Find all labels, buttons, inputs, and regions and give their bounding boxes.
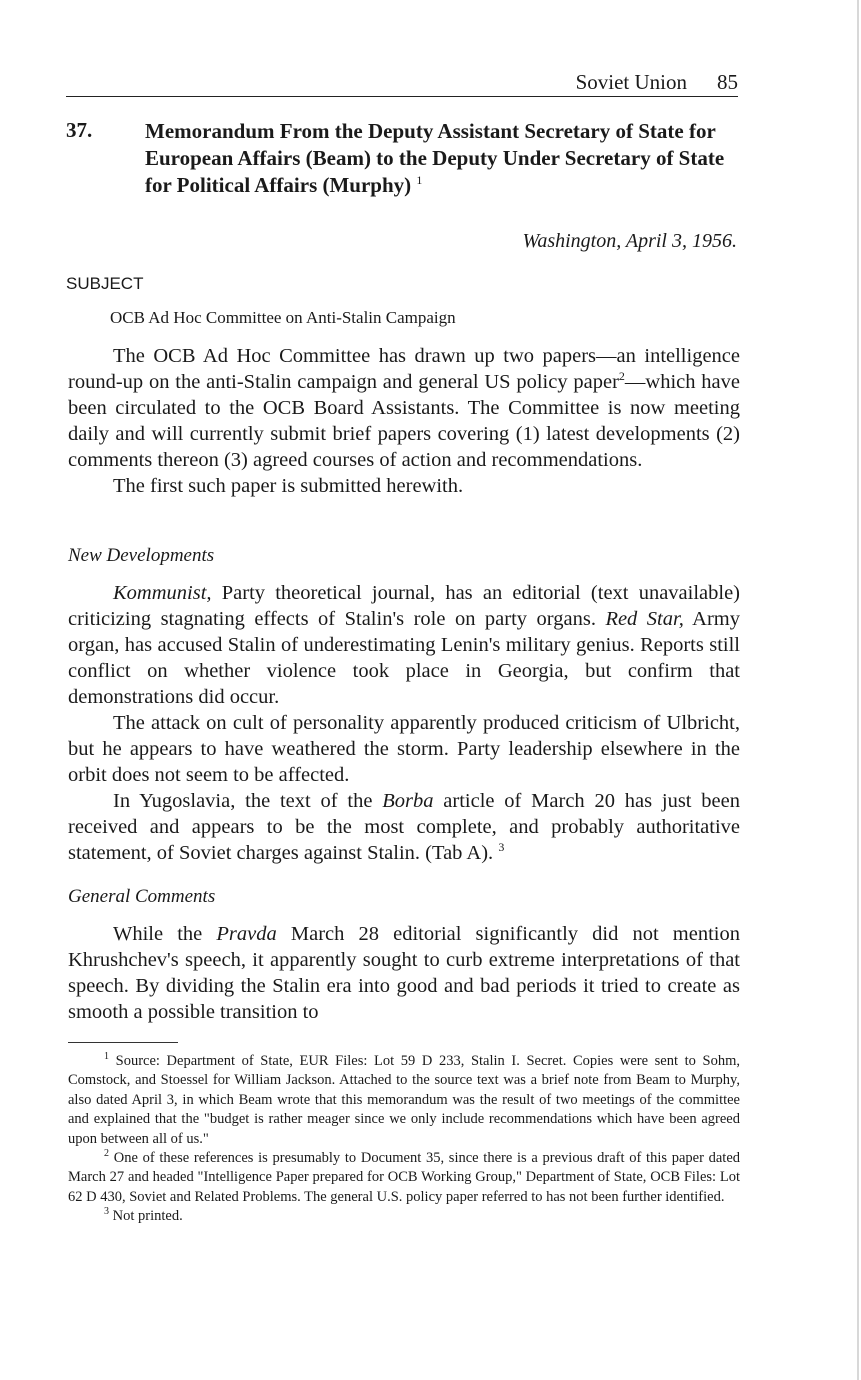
intro-section bbox=[68, 343, 740, 499]
document-title: Memorandum From the Deputy Assistant Secretary of State for European Affairs (Beam) to the Deputy Under Secretary of State for Political Affairs (Murphy) $^1$ bbox=[145, 119, 725, 197]
general-comments-section bbox=[68, 921, 740, 1025]
running-header bbox=[66, 70, 738, 97]
footnote-2: $^2$ One of these references is presumably to Document 35, since there is a previous draft of this paper dated March 27 and headed "Intelligence Paper prepared for OCB Working Group," Department of State, OCB Files: Lot 62 D 430, Soviet and Related Problems. The general U.S. policy paper referred to has not been further identified. bbox=[68, 1148, 741, 1205]
header-section: Soviet Union bbox=[575, 70, 687, 94]
new-developments-section bbox=[68, 580, 740, 866]
footnote-ref-2: 2 bbox=[618, 369, 625, 384]
page-edge bbox=[857, 0, 859, 1380]
general-comments-paragraph-1: While the Pravda March 28 editorial significantly did not mention Khrushchev's speech, it apparently sought to curb extreme interpretations of that speech. By dividing the Stalin era into good and bad periods it tried to create as smooth a possible transition to bbox=[68, 923, 740, 1023]
footnote-1: $^1$ Source: Department of State, EUR Files: Lot 59 D 233, Stalin I. Secret. Copies were sent to Sohm, Comstock, and Stoessel for William Jackson. Attached to the source text was a brief note from Beam to Murphy, also dated April 3, in which Beam wrote that this memorandum was the result of two meetings of the committee and explained that the "budget is rather meager since we only include recommendations which have been agreed upon between all of us." bbox=[68, 1051, 741, 1147]
header-page-number: 85 bbox=[717, 70, 738, 94]
new-developments-paragraph-1: Kommunist, Party theoretical journal, has an editorial (text unavailable) criticizing stagnating effects of Stalin's role on party organs. Red Star, Army organ, has accused Stalin of underestimating Lenin's military genius. Reports still conflict on whether violence took place in Georgia, but confirm that demonstrations did occur. bbox=[68, 582, 741, 708]
subject-label: SUBJECT bbox=[66, 274, 144, 293]
general-comments-heading: General Comments bbox=[68, 886, 216, 907]
new-developments-paragraph-2: The attack on cult of personality apparently produced criticism of Ulbricht, but he appears to have weathered the storm. Party leadership elsewhere in the orbit does not seem to be affected. bbox=[68, 712, 740, 786]
subject-text: OCB Ad Hoc Committee on Anti-Stalin Campaign bbox=[110, 308, 456, 327]
document-number: 37. bbox=[66, 118, 93, 142]
intro-paragraph-2: The first such paper is submitted herewith. bbox=[113, 475, 464, 497]
new-developments-heading: New Developments bbox=[68, 545, 215, 566]
footnote-3: $^3$ Not printed. bbox=[104, 1206, 183, 1225]
intro-paragraph-1: The OCB Ad Hoc Committee has drawn up two papers—an intelligence round-up on the anti-Stalin campaign and general US policy paper$^2$—which have been circulated to the OCB Board Assistants. The Committee is now meeting daily and will currently submit brief papers covering (1) latest developments (2) comments thereon (3) agreed courses of action and recommendations. bbox=[68, 345, 740, 471]
footnote-rule bbox=[68, 1042, 178, 1043]
new-developments-paragraph-3: In Yugoslavia, the text of the Borba article of March 20 has just been received and appears to be the most complete, and probably authoritative statement, of Soviet charges against Stalin. (Tab A). $^3$ bbox=[68, 790, 740, 864]
dateline: Washington, April 3, 1956. bbox=[522, 230, 737, 252]
title-footnote-ref: 1 bbox=[416, 173, 423, 187]
footnotes bbox=[68, 1052, 740, 1227]
footnote-ref-3: 3 bbox=[498, 840, 505, 855]
